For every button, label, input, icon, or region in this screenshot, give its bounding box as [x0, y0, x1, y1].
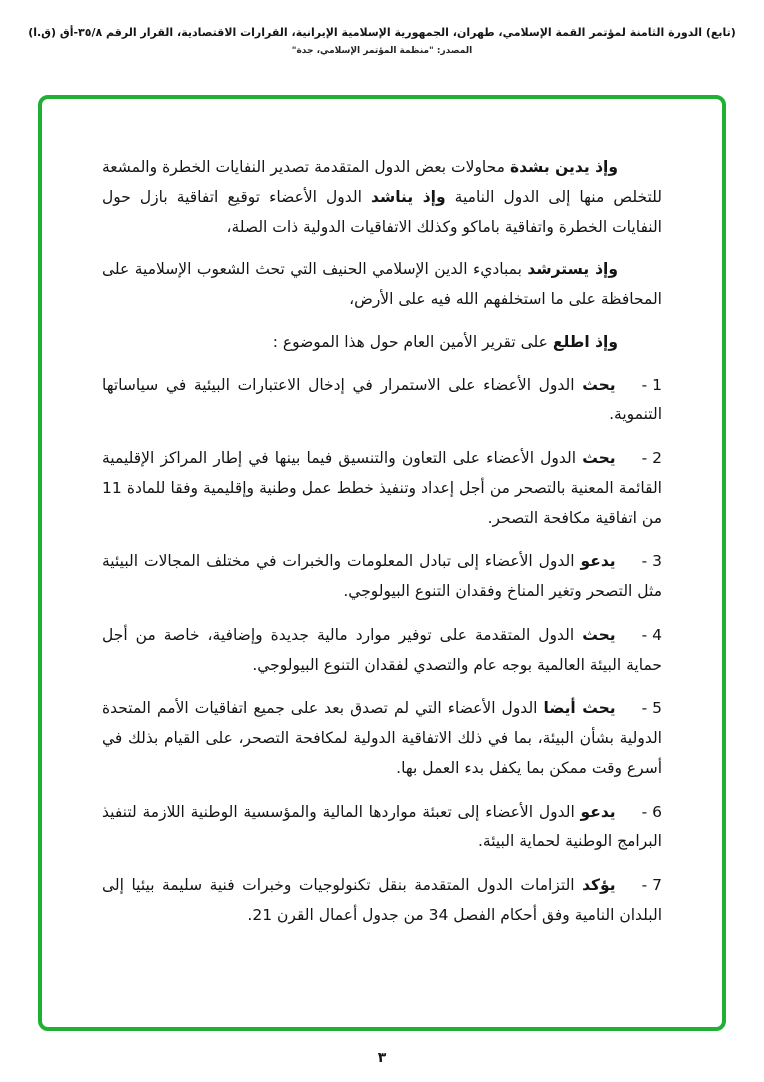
header-source-line: المصدر: "منظمة المؤتمر الإسلامي، جدة" [291, 46, 473, 56]
page-number: ٣ [377, 1050, 387, 1066]
preamble-paragraph-2 [102, 255, 662, 315]
bold-lead: وإذ يسترشد [527, 260, 618, 279]
bold-lead: وإذ اطلع [552, 332, 618, 351]
item-text: الدول الأعضاء على الاستمرار في إدخال الاعتبارات البيئية في سياساتها التنموية. [102, 375, 662, 424]
text-segment: بمباديء الدين الإسلامي الحنيف التي تحث الشعوب الإسلامية على المحافظة على ما استخلفهم الله فيه على الأرض، [102, 260, 662, 308]
preamble-paragraph-3 [102, 328, 662, 358]
item-number: - 5 [641, 699, 663, 718]
item-number: - 7 [641, 876, 662, 894]
text-segment: محاولات بعض الدول المتقدمة تصدير النفايات الخطرة والمشعة للتخلص منها إلى الدول النامية [102, 158, 662, 206]
header-reference-line: (تابع) الدورة الثامنة لمؤتمر القمة الإسلامي، طهران، الجمهورية الإسلامية الإيرانية، القرارات الاقتصادية، القرار الرقم ٣٥/٨-أق (ق.ا) [28, 26, 736, 39]
resolution-item [102, 871, 662, 931]
resolution-item [102, 694, 662, 783]
item-lead: يحث أيضا [543, 699, 616, 718]
item-number: - 3 [641, 552, 662, 571]
resolution-item [102, 621, 662, 681]
item-lead: يحث [582, 375, 616, 394]
bold-lead: وإذ يدين بشدة [509, 158, 619, 176]
item-number: - 6 [641, 802, 662, 821]
item-number: - 2 [641, 449, 662, 467]
resolution-item [102, 444, 662, 533]
document-header [0, 26, 764, 56]
page-footer [0, 1050, 764, 1066]
item-text: التزامات الدول المتقدمة بنقل تكنولوجيات وخبرات فنية سليمة بيئيا إلى البلدان النامية وفق أحكام الفصل 34 من جدول أعمال القرن 21. [102, 876, 662, 924]
item-lead: يدعو [580, 552, 616, 571]
item-text: الدول الأعضاء التي لم تصدق بعد على جميع اتفاقيات الأمم المتحدة الدولية بشأن البيئة، بما في ذلك الاتفاقية الدولية لمكافحة التصحر، على القيام بذلك في أسرع وقت ممكن بما يكفل بدء العمل بها. [102, 699, 662, 777]
item-text: الدول الأعضاء إلى تعبئة مواردها المالية والمؤسسية الوطنية اللازمة لتنفيذ البرامج الوطنية لحماية البيئة. [102, 802, 662, 851]
item-lead: يحث [582, 625, 616, 644]
resolution-item [102, 547, 662, 607]
item-lead: يدعو [580, 802, 616, 821]
document-body [42, 99, 722, 1027]
item-text: الدول المتقدمة على توفير موارد مالية جديدة وإضافية، خاصة من أجل حماية البيئة العالمية بوجه عام والتصدي لفقدان التنوع البيولوجي. [102, 625, 662, 674]
item-text: الدول الأعضاء على التعاون والتنسيق فيما بينها في إطار المراكز الإقليمية القائمة المعنية بالتصحر من أجل إعداد وتنفيذ خطط عمل وطنية وإقليمية وفقا للمادة 11 من اتفاقية مكافحة التصحر. [102, 449, 662, 527]
text-segment: على تقرير الأمين العام حول هذا الموضوع : [272, 332, 553, 351]
preamble-paragraph-1 [102, 153, 662, 242]
item-lead: يحث [582, 449, 616, 467]
resolution-item [102, 371, 662, 431]
item-text: الدول الأعضاء إلى تبادل المعلومات والخبرات في مختلف المجالات البيئية مثل التصحر وتغير المناخ وفقدان التنوع البيولوجي. [102, 552, 662, 600]
text-segment: الدول الأعضاء توقيع اتفاقية بازل حول النفايات الخطرة واتفاقية باماكو وكذلك الاتفاقيات الدولية ذات الصلة، [102, 187, 662, 236]
resolution-item [102, 798, 662, 858]
item-number: - 1 [641, 375, 662, 394]
item-number: - 4 [641, 625, 662, 644]
bold-lead: وإذ يناشد [371, 187, 446, 206]
item-lead: يؤكد [582, 876, 616, 894]
content-border-box [38, 95, 726, 1031]
